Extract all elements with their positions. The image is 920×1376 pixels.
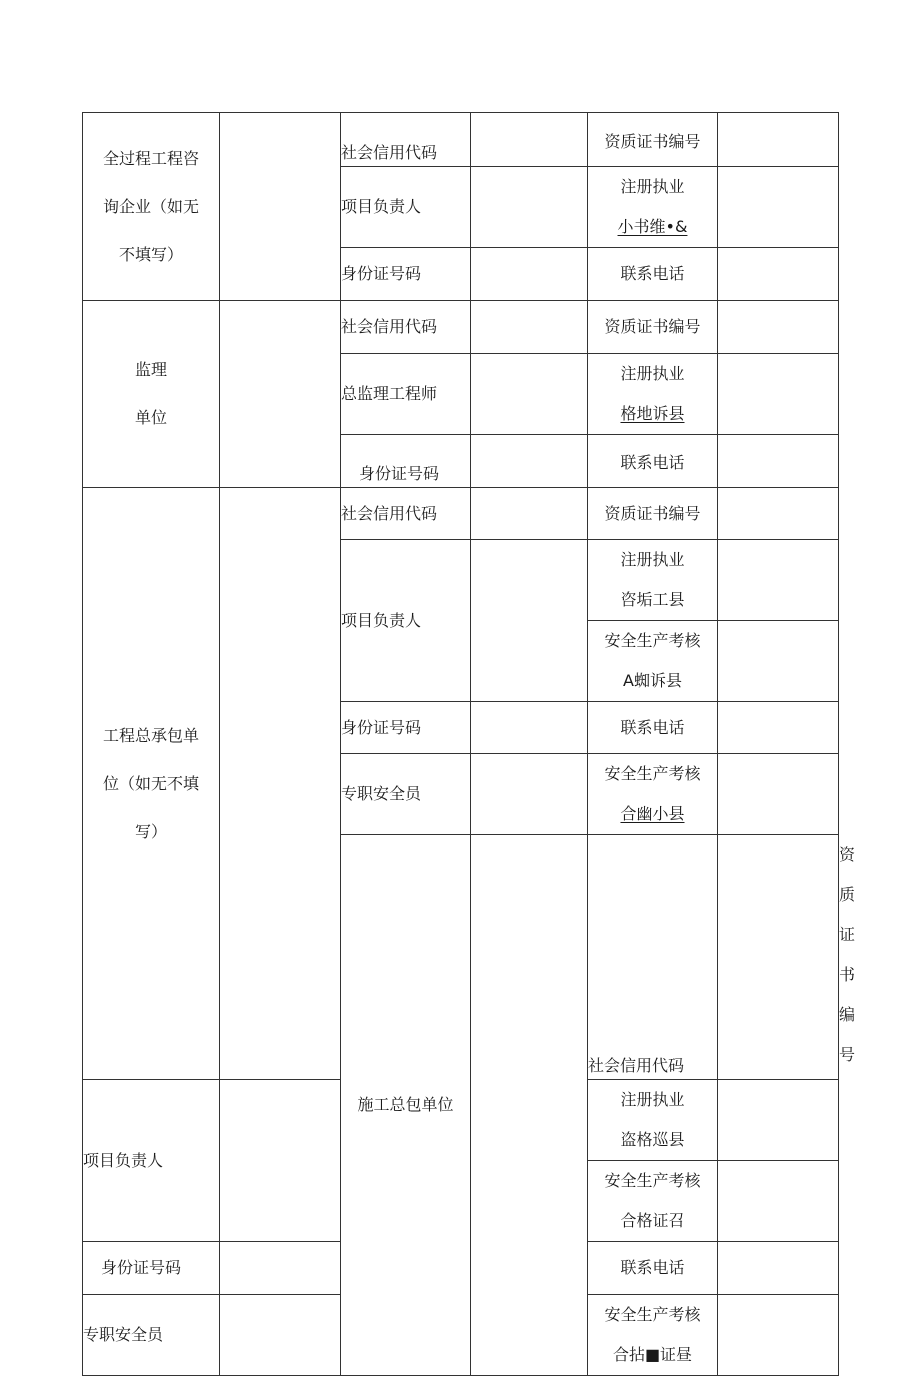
field-value[interactable]: [471, 540, 588, 702]
info-value[interactable]: [718, 167, 839, 248]
info-value[interactable]: [718, 1080, 839, 1161]
table-row: 施工总包单位 社会信用代码 资质证书编号: [83, 835, 839, 1080]
unit-info-table: [82, 112, 856, 1376]
info-value[interactable]: [718, 754, 839, 835]
table-row: [83, 113, 839, 167]
field-value[interactable]: [471, 167, 588, 248]
info-value[interactable]: [718, 621, 839, 702]
field-label: 社会信用代码: [341, 301, 471, 354]
info-label: 安全生产考核 合格证召: [588, 1161, 718, 1242]
field-label: 身份证号码: [83, 1242, 220, 1295]
info-value[interactable]: [718, 248, 839, 301]
info-label: 资质证书编号: [588, 301, 718, 354]
info-label: 安全生产考核 合拈■证昼: [588, 1295, 718, 1376]
info-value[interactable]: [718, 488, 839, 540]
field-label: 专职安全员: [341, 754, 471, 835]
info-label: 注册执业 格地诉县: [588, 354, 718, 435]
field-value[interactable]: [471, 435, 588, 488]
field-label: 身份证号码: [341, 435, 471, 488]
field-value[interactable]: [471, 113, 588, 167]
unit-name-line: 单位: [134, 408, 167, 427]
info-value[interactable]: [718, 1161, 839, 1242]
table-row: [83, 301, 839, 354]
unit-name-line: 位（如无不填: [102, 773, 199, 793]
unit-name-value[interactable]: [471, 835, 588, 1376]
unit-name-cell: [341, 835, 471, 1376]
info-label: 资质证书编号: [588, 488, 718, 540]
info-value[interactable]: [718, 301, 839, 354]
field-label: 项目负责人: [341, 167, 471, 248]
field-label: 身份证号码: [341, 702, 471, 754]
info-label: 安全生产考核 合幽小县: [588, 754, 718, 835]
field-label: 社会信用代码: [588, 835, 718, 1080]
unit-name-cell: [83, 113, 220, 301]
field-label: 社会信用代码: [341, 113, 471, 167]
unit-name-value[interactable]: [220, 113, 341, 301]
info-label: 联系电话: [588, 435, 718, 488]
field-label: 社会信用代码: [341, 488, 471, 540]
field-value[interactable]: [220, 1242, 341, 1295]
unit-name-line: 写）: [134, 821, 167, 841]
info-label: 注册执业 盗格巡县: [588, 1080, 718, 1161]
field-value[interactable]: [471, 702, 588, 754]
field-value[interactable]: [471, 301, 588, 354]
info-label: 安全生产考核 A蜘诉县: [588, 621, 718, 702]
unit-name-line: 施工总包单位: [357, 1095, 454, 1114]
info-value[interactable]: [718, 354, 839, 435]
info-value[interactable]: [718, 1242, 839, 1295]
info-value[interactable]: [718, 702, 839, 754]
unit-name-line: 工程总承包单: [102, 725, 199, 745]
unit-name-value[interactable]: [220, 301, 341, 488]
field-label: 项目负责人: [83, 1080, 220, 1242]
unit-name-cell: [83, 301, 220, 488]
info-label: 注册执业 小书维•&: [588, 167, 718, 248]
info-label: 注册执业 咨垢工县: [588, 540, 718, 621]
field-value[interactable]: [718, 835, 839, 1080]
info-label: 资质证书编号: [588, 113, 718, 167]
unit-name-line: 全过程工程咨: [102, 148, 199, 168]
info-label: 联系电话: [588, 702, 718, 754]
field-label: 总监理工程师: [341, 354, 471, 435]
field-value[interactable]: [471, 354, 588, 435]
field-label: 项目负责人: [341, 540, 471, 702]
info-value[interactable]: [718, 113, 839, 167]
info-label: 联系电话: [588, 1242, 718, 1295]
field-label: 身份证号码: [341, 248, 471, 301]
unit-name-value[interactable]: [220, 488, 341, 1080]
field-label: 专职安全员: [83, 1295, 220, 1376]
info-label: 联系电话: [588, 248, 718, 301]
field-value[interactable]: [220, 1295, 341, 1376]
unit-name-cell: [83, 488, 220, 1080]
field-value[interactable]: [471, 754, 588, 835]
table-row: [83, 488, 839, 540]
info-value[interactable]: [718, 435, 839, 488]
field-value[interactable]: [220, 1080, 341, 1242]
unit-name-line: 询企业（如无: [102, 196, 199, 216]
field-value[interactable]: [471, 248, 588, 301]
unit-name-line: 不填写）: [118, 244, 183, 264]
info-value[interactable]: [718, 1295, 839, 1376]
info-value[interactable]: [718, 540, 839, 621]
unit-name-line: 监理: [134, 360, 167, 379]
field-value[interactable]: [471, 488, 588, 540]
